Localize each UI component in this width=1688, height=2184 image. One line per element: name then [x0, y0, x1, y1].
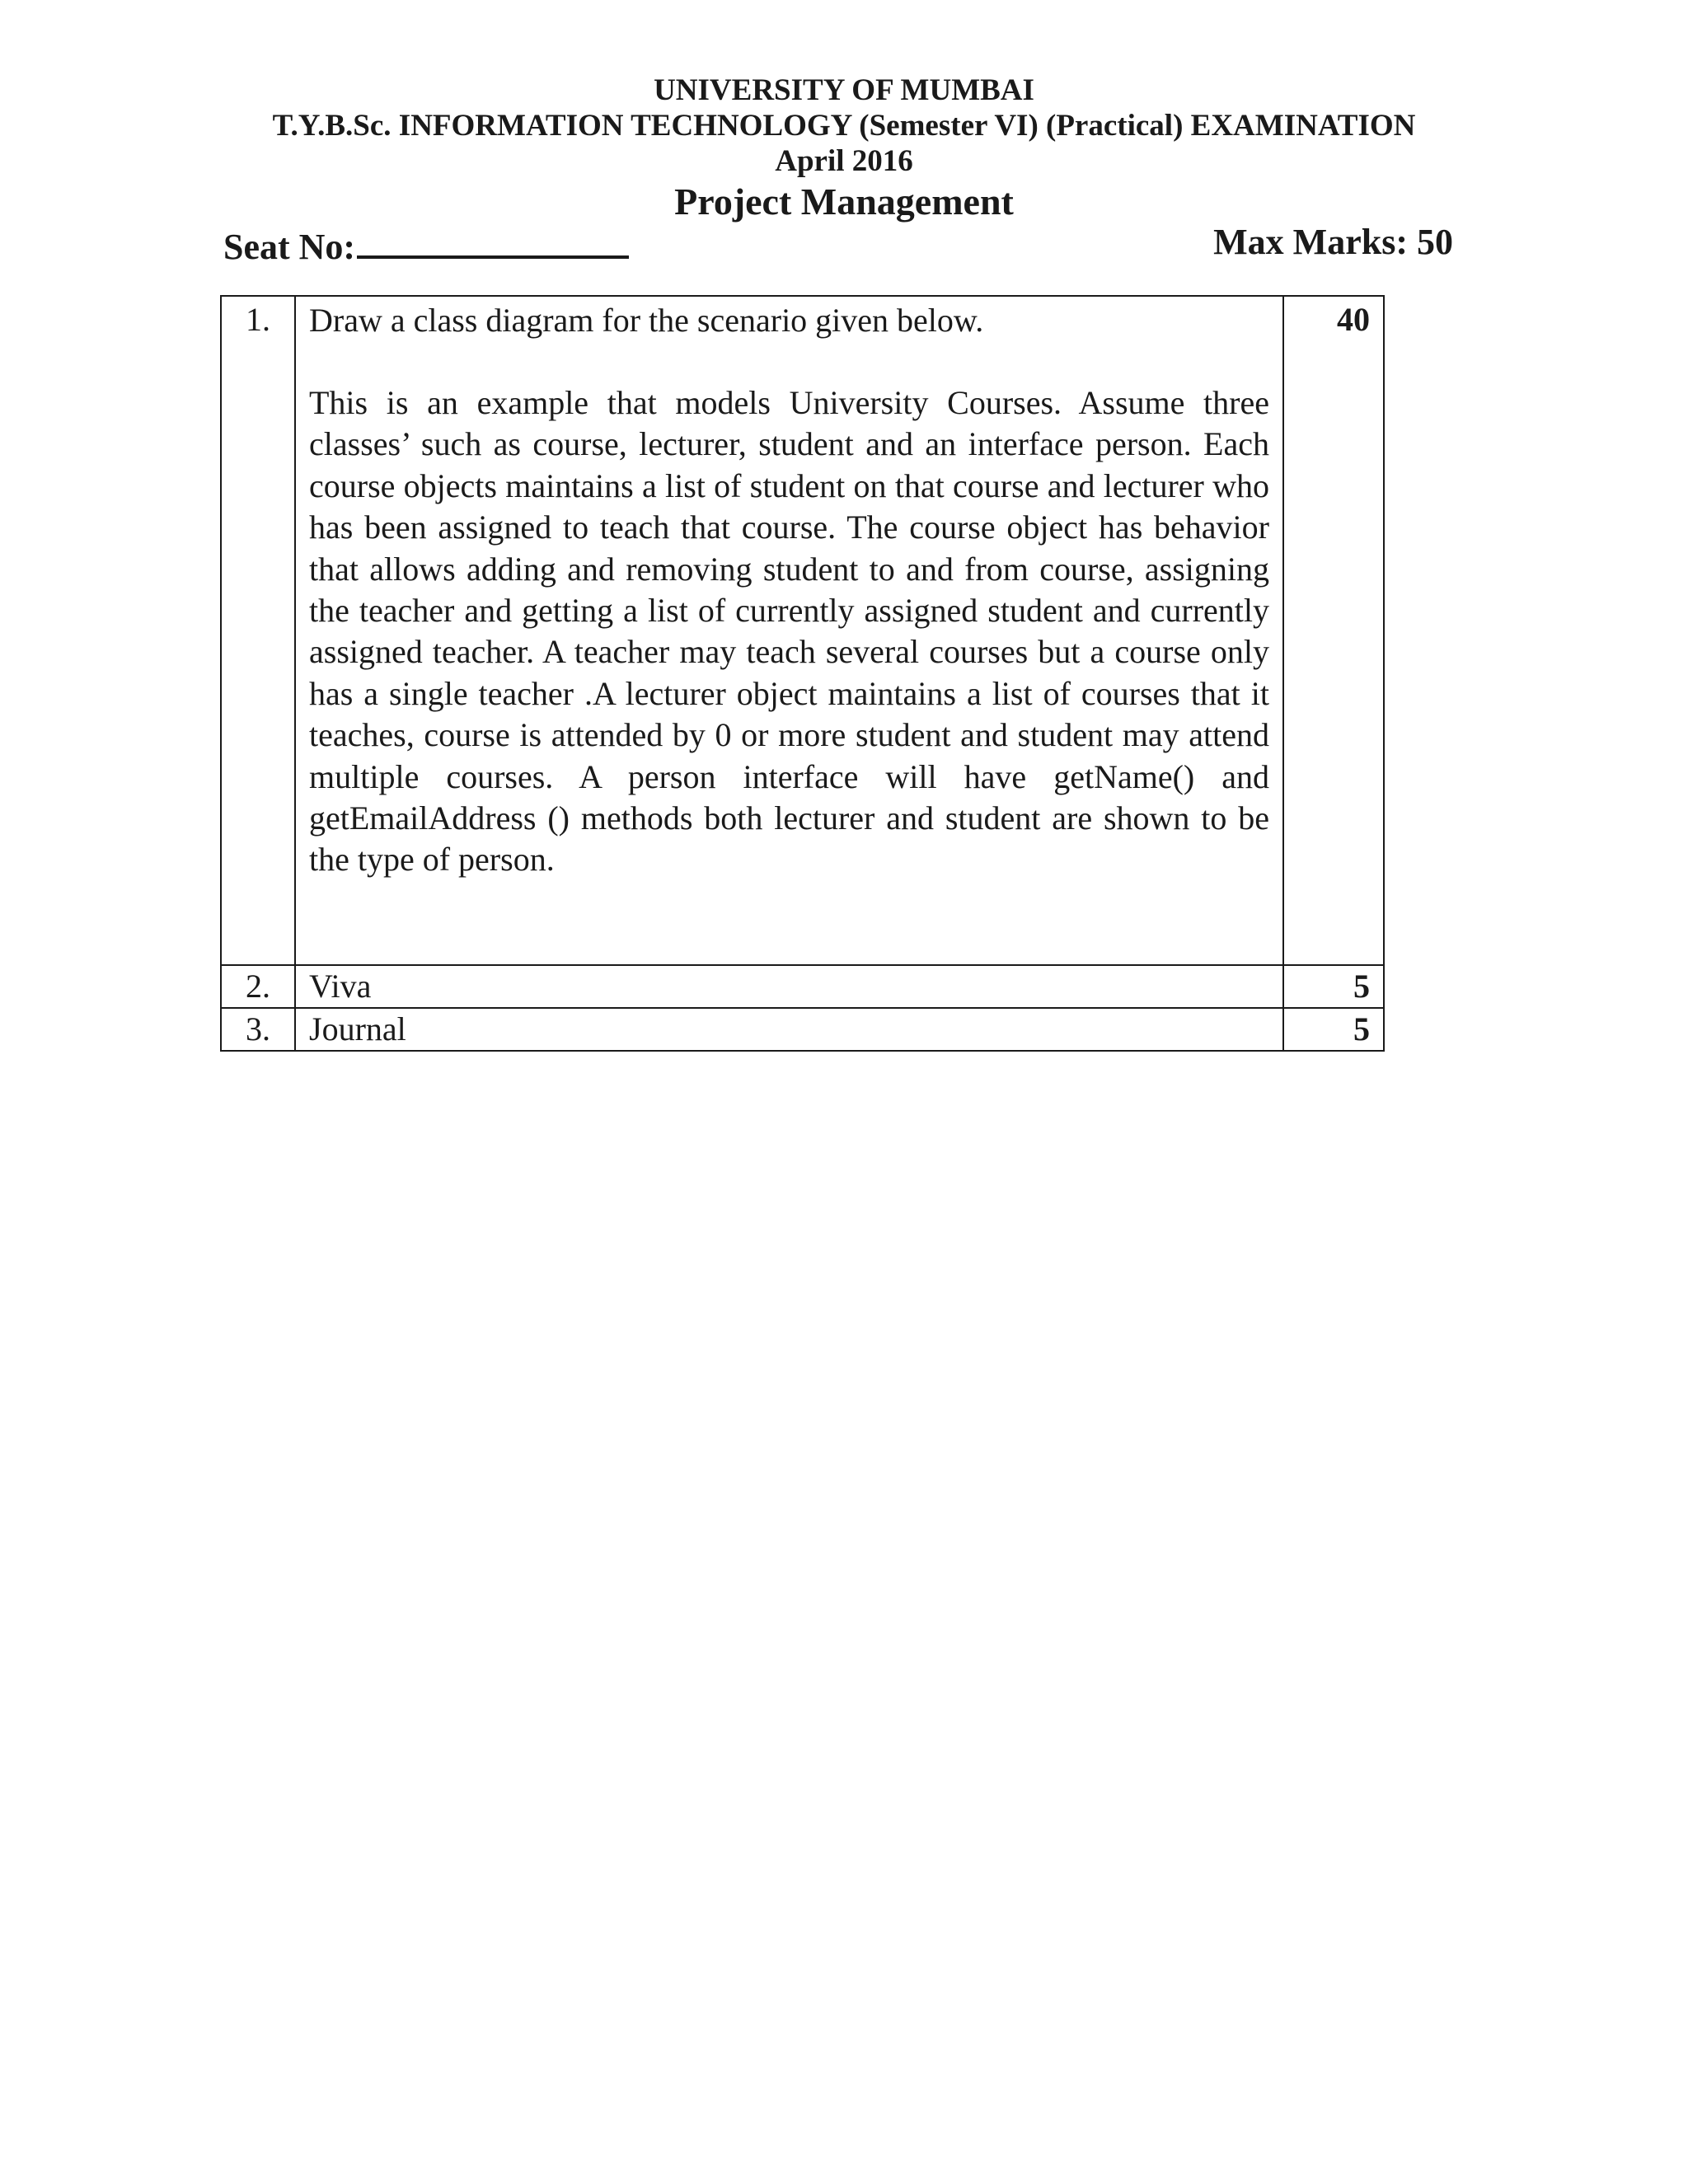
max-marks: Max Marks: 50	[1213, 222, 1453, 262]
seat-number-label: Seat No:	[223, 227, 356, 267]
question-number: 3.	[221, 1008, 295, 1051]
table-row	[221, 965, 1384, 1008]
seat-number-field	[223, 221, 629, 268]
question-number: 2.	[221, 965, 295, 1008]
question-marks: 40	[1283, 296, 1384, 965]
question-content	[295, 296, 1283, 965]
question-table	[220, 295, 1385, 1052]
question-number: 1.	[221, 296, 295, 965]
question-title: Journal	[295, 1008, 1283, 1051]
question-marks: 5	[1283, 965, 1384, 1008]
university-name: UNIVERSITY OF MUMBAI	[654, 73, 1034, 107]
table-row	[221, 1008, 1384, 1051]
exam-date: April 2016	[775, 144, 913, 178]
seat-number-blank	[357, 221, 629, 259]
course-title: T.Y.B.Sc. INFORMATION TECHNOLOGY (Semester VI) (Practical) EXAMINATION	[272, 109, 1416, 143]
question-marks: 5	[1283, 1008, 1384, 1051]
table-row	[221, 296, 1384, 965]
meta-row	[223, 221, 1453, 270]
question-scenario: This is an example that models University Courses. Assume three classes’ such as course, lecturer, student and an interface person. Each course objects maintains a list of student on that course and lecturer who has been assigned to teach that course. The course object has behavior that allows adding and removing student to and from course, assigning the teacher and getting a list of currently assigned student and currently assigned teacher. A teacher may teach several courses but a course only has a single teacher .A lecturer object maintains a list of courses that it teaches, course is attended by 0 or more student and student may attend multiple courses. A person interface will have getName() and getEmailAddress () methods both lecturer and student are shown to be the type of person.	[309, 384, 1269, 879]
question-title: Draw a class diagram for the scenario given below.	[309, 302, 984, 339]
subject-title: Project Management	[674, 180, 1014, 223]
question-title: Viva	[295, 965, 1283, 1008]
